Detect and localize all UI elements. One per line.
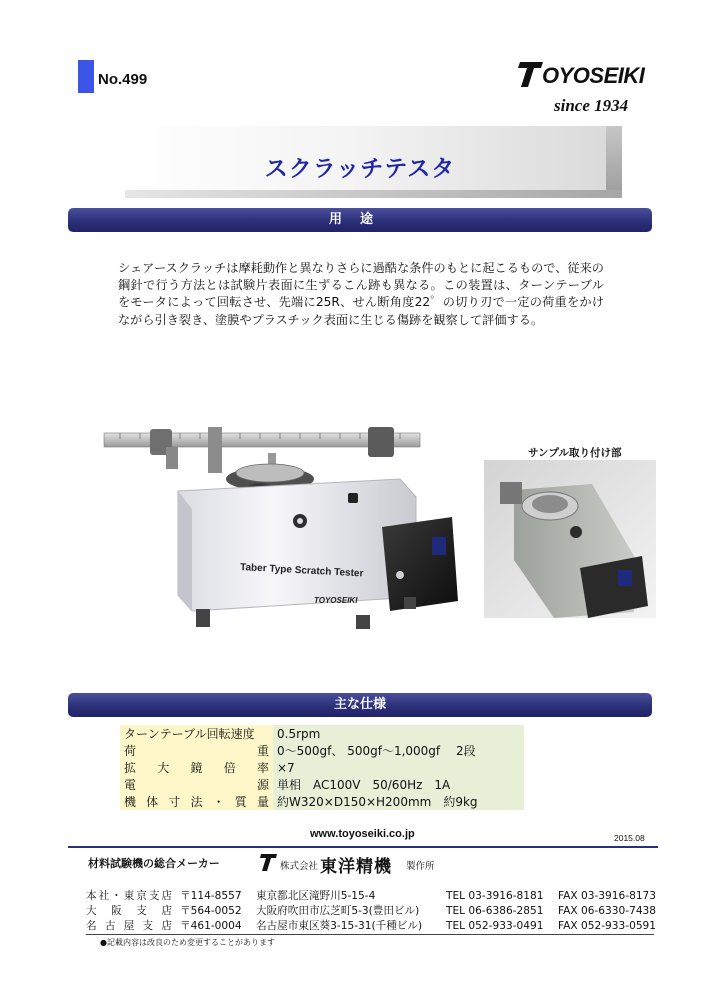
- footer-rule: [86, 934, 654, 935]
- brand-logo: [516, 60, 656, 122]
- label-char: 重: [256, 743, 269, 758]
- doc-number-marker: [78, 60, 94, 93]
- label-char: 荷: [124, 743, 137, 758]
- page-title: スクラッチテスタ: [264, 156, 456, 182]
- table-row: [120, 776, 524, 793]
- label-char: 源: [256, 777, 269, 792]
- spec-label: [120, 793, 273, 810]
- toyoseiki-t-icon: [258, 852, 278, 872]
- label-char: 拡: [124, 760, 137, 775]
- label-char: 大: [157, 760, 170, 775]
- list-item: [86, 919, 666, 934]
- label-char: 支: [136, 905, 147, 917]
- spec-label-spread: [124, 743, 269, 759]
- label-char: 社: [98, 890, 110, 902]
- office-name: [86, 919, 180, 934]
- spec-label-spread: [124, 794, 269, 810]
- table-row: [120, 793, 524, 810]
- label-char: ・: [111, 890, 122, 902]
- label-char: 率: [256, 760, 269, 775]
- office-list: [86, 889, 666, 934]
- table-row: [120, 742, 524, 759]
- spec-value: 約W320×D150×H200mm 約9kg: [273, 793, 524, 810]
- toyoseiki-t-icon: [516, 60, 544, 88]
- office-address: 東京都北区滝野川5-15-4: [256, 890, 376, 902]
- label-char: 店: [161, 890, 172, 902]
- label-char: 古: [104, 920, 116, 932]
- table-row: [120, 725, 524, 742]
- sample-mount-photo: [484, 460, 656, 618]
- footer-divider: [68, 846, 658, 848]
- spec-label: [120, 759, 273, 776]
- company-name: 東洋精機: [320, 857, 392, 877]
- table-row: [120, 759, 524, 776]
- spec-value: ×7: [273, 759, 524, 776]
- scratch-tester-label: Taber Type Scratch Tester: [239, 562, 364, 580]
- issue-date: 2015.08: [614, 833, 645, 843]
- label-char: 法: [190, 794, 203, 809]
- list-item: [86, 904, 666, 919]
- office-address: 名古屋市東区葵3-15-31(千種ビル): [256, 920, 423, 932]
- spec-label: [120, 742, 273, 759]
- label-char: 東: [123, 890, 135, 902]
- company-suffix: 製作所: [406, 861, 435, 872]
- disclaimer-note: ●記載内容は改良のため変更することがあります: [100, 938, 275, 947]
- label-char: 阪: [111, 905, 122, 917]
- label-char: 寸: [168, 794, 181, 809]
- list-item: [86, 889, 666, 904]
- label-char: 店: [161, 905, 172, 917]
- label-char: 支: [142, 920, 154, 932]
- office-tel: TEL 06-6386-2851: [446, 905, 544, 917]
- section-header-spec: 主な仕様: [68, 693, 652, 717]
- brand-since: since 1934: [554, 96, 629, 115]
- label-char: 鏡: [190, 760, 203, 775]
- label-char: 屋: [123, 920, 135, 932]
- spec-label: [120, 776, 273, 793]
- label-char: 店: [161, 920, 172, 932]
- office-fax: FAX 06-6330-7438: [558, 905, 657, 917]
- label-char: 京: [136, 890, 147, 902]
- label-char: 本: [86, 890, 97, 902]
- label-char: 支: [148, 890, 160, 902]
- label-char: 名: [86, 920, 97, 932]
- label-char: 体: [146, 794, 159, 809]
- spec-label-spread: [124, 777, 269, 793]
- section-header-use: 用途: [68, 208, 652, 232]
- brand-logo-text: OYOSEIKI: [542, 63, 645, 88]
- spec-label: ターンテーブル回転速度: [120, 725, 273, 742]
- label-char: 質: [234, 794, 247, 809]
- label-char: 倍: [223, 760, 236, 775]
- spec-label-spread: [124, 760, 269, 776]
- label-char: 電: [124, 777, 137, 792]
- website-link[interactable]: www.toyoseiki.co.jp: [310, 828, 415, 840]
- office-name: [86, 889, 180, 904]
- maker-description: 材料試験機の総合メーカー: [88, 857, 220, 870]
- sample-mount-caption: サンプル取り付け部: [528, 447, 622, 459]
- title-frame-horizontal: [125, 190, 622, 198]
- label-char: 大: [86, 905, 97, 917]
- office-zip: 〒461-0004: [180, 920, 242, 932]
- spec-value: 0～500gf、 500gf～1,000gf 2段: [273, 742, 524, 759]
- scratch-tester-logo: TOYOSEIKI: [314, 596, 358, 605]
- office-address: 大阪府吹田市広芝町5-3(豊田ビル): [256, 905, 420, 917]
- office-fax: FAX 052-933-0591: [558, 920, 657, 932]
- label-char: 量: [256, 794, 269, 809]
- spec-value: 単相 AC100V 50/60Hz 1A: [273, 776, 524, 793]
- company-prefix: 株式会社: [280, 861, 319, 872]
- label-char: ・: [212, 794, 225, 809]
- title-frame-vertical: [606, 126, 622, 196]
- spec-value: 0.5rpm: [273, 725, 524, 742]
- doc-number: No.499: [98, 71, 148, 88]
- office-fax: FAX 03-3916-8173: [558, 890, 657, 902]
- office-name: [86, 904, 180, 919]
- office-zip: 〒564-0052: [180, 905, 242, 917]
- label-char: 機: [124, 794, 137, 809]
- scratch-tester-photo: [100, 425, 464, 640]
- office-tel: TEL 052-933-0491: [446, 920, 544, 932]
- office-tel: TEL 03-3916-8181: [446, 890, 544, 902]
- spec-table: [120, 725, 524, 810]
- office-zip: 〒114-8557: [180, 890, 242, 902]
- description-text: シェアースクラッチは摩耗動作と異なりさらに過酷な条件のもとに起こるもので、従来の鋼針で行う方法とは試験片表面に生ずるこん跡も異なる。この装置は、ターンテーブルをモータによって回転させ、先端に25R、せん断角度22゜の切り刃で一定の荷重をかけながら引き裂き、塗膜やプラスチック表面に生じる傷跡を観察して評価する。: [118, 261, 604, 327]
